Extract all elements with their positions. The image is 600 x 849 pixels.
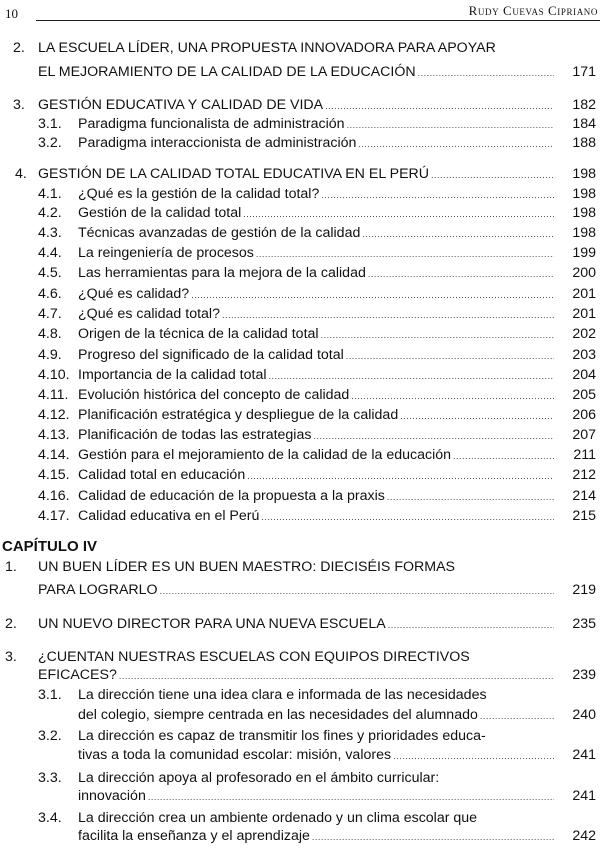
toc-page: 200	[572, 265, 596, 281]
dot-leader	[312, 827, 554, 847]
toc-entry-4-15[interactable]	[0, 465, 600, 485]
dot-leader	[358, 134, 554, 154]
dot-leader	[418, 63, 554, 83]
toc-entry-iv-3-4[interactable]	[0, 808, 600, 828]
toc-entry-iv-3[interactable]	[0, 647, 600, 667]
toc-title: Calidad de educación de la propuesta a la praxis	[78, 488, 385, 504]
toc-entry-4-16[interactable]	[0, 486, 600, 506]
toc-entry-iv-3-3[interactable]	[0, 768, 600, 788]
toc-page: 198	[572, 186, 596, 202]
running-head: Rudy Cuevas Cipriano	[468, 3, 598, 18]
dot-leader	[431, 165, 554, 185]
dot-leader	[160, 581, 554, 601]
toc-entry-4-10[interactable]	[0, 365, 600, 385]
toc-page: 214	[572, 488, 596, 504]
toc-title: Paradigma funcionalista de administración	[78, 116, 345, 132]
toc-title: LA ESCUELA LÍDER, UNA PROPUESTA INNOVADORA PARA APOYAR	[38, 40, 496, 56]
toc-title: ¿Qué es calidad?	[78, 286, 190, 302]
toc-title: Paradigma interaccionista de administración	[78, 135, 357, 151]
toc-entry-4-9[interactable]	[0, 345, 600, 365]
dot-leader	[313, 426, 554, 446]
toc-entry-2[interactable]	[0, 38, 600, 58]
dot-leader	[480, 706, 554, 726]
toc-entry-iv-1-cont[interactable]	[0, 580, 600, 600]
toc-number: 2.	[5, 616, 17, 632]
toc-entry-4-6[interactable]	[0, 284, 600, 304]
toc-title: La dirección apoya al profesorado en el ámbito curricular:	[78, 770, 440, 786]
toc-title: La dirección tiene una idea clara e informada de las necesidades	[78, 687, 487, 703]
dot-leader	[256, 244, 554, 264]
toc-entry-4-3[interactable]	[0, 223, 600, 243]
toc-entry-3-1[interactable]	[0, 114, 600, 134]
toc-entry-4-2[interactable]	[0, 203, 600, 223]
dot-leader	[325, 96, 554, 116]
toc-page: 215	[572, 508, 596, 524]
toc-entry-4-13[interactable]	[0, 425, 600, 445]
toc-number: 3.	[13, 97, 25, 113]
toc-entry-4[interactable]	[0, 164, 600, 184]
toc-number: 4.5.	[38, 265, 62, 281]
dot-leader	[247, 466, 554, 486]
dot-leader	[148, 787, 554, 807]
dot-leader	[191, 285, 554, 305]
toc-number: 4.8.	[38, 326, 62, 342]
toc-title: La dirección crea un ambiente ordenado y un clima escolar que	[78, 810, 478, 826]
toc-number: 4.3.	[38, 225, 62, 241]
toc-number: 4.2.	[38, 205, 62, 221]
toc-page: 201	[572, 306, 596, 322]
toc-page: 198	[572, 225, 596, 241]
dot-leader	[368, 264, 554, 284]
toc-number: 4.10.	[38, 367, 70, 383]
dot-leader	[321, 325, 554, 345]
dot-leader	[393, 746, 554, 766]
toc-entry-4-4[interactable]	[0, 243, 600, 263]
toc-title: Técnicas avanzadas de gestión de la calidad	[78, 225, 361, 241]
dot-leader	[269, 366, 555, 386]
toc-entry-3[interactable]	[0, 95, 600, 115]
toc-page: 207	[572, 427, 596, 443]
dot-leader	[400, 406, 554, 426]
toc-title: EFICACES?	[38, 667, 117, 683]
toc-number: 4.11.	[38, 387, 69, 403]
toc-entry-3-2[interactable]	[0, 133, 600, 153]
toc-number: 3.1.	[38, 687, 62, 703]
toc-entry-4-7[interactable]	[0, 304, 600, 324]
toc-page: 198	[572, 205, 596, 221]
toc-page: 182	[572, 97, 596, 113]
toc-entry-4-17[interactable]	[0, 506, 600, 526]
toc-title: EL MEJORAMIENTO DE LA CALIDAD DE LA EDUCACIÓN	[38, 64, 416, 80]
toc-title: Importancia de la calidad total	[78, 367, 267, 383]
dot-leader	[453, 446, 554, 466]
toc-page: 212	[572, 467, 596, 483]
toc-title: Gestión de la calidad total	[78, 205, 242, 221]
toc-page: 240	[572, 707, 596, 723]
toc-title: GESTIÓN EDUCATIVA Y CALIDAD DE VIDA	[38, 97, 324, 113]
toc-page: 201	[572, 286, 596, 302]
toc-number: 2.	[13, 40, 25, 56]
toc-title: UN BUEN LÍDER ES UN BUEN MAESTRO: DIECISÉIS FORMAS	[38, 559, 456, 575]
dot-leader	[347, 115, 554, 135]
toc-page: 242	[572, 828, 596, 844]
toc-title: Calidad educativa en el Perú	[78, 508, 260, 524]
toc-page: 198	[572, 166, 596, 182]
toc-entry-4-14[interactable]	[0, 445, 600, 465]
toc-title: Calidad total en educación	[78, 467, 246, 483]
toc-page: 241	[572, 788, 596, 804]
toc-entry-iv-3-2[interactable]	[0, 726, 600, 746]
toc-entry-iv-3-4-cont[interactable]	[0, 826, 600, 846]
toc-number: 4.4.	[38, 245, 62, 261]
toc-title: Planificación estratégica y despliegue de la calidad	[78, 407, 399, 423]
toc-title: GESTIÓN DE LA CALIDAD TOTAL EDUCATIVA EN EL PERÚ	[38, 166, 430, 182]
toc-entry-iv-3-cont[interactable]	[0, 665, 600, 685]
toc-number: 4.14.	[38, 447, 70, 463]
toc-title: La dirección es capaz de transmitir los fines y prioridades educa-	[78, 728, 486, 744]
dot-leader	[346, 346, 554, 366]
toc-entry-iv-1[interactable]	[0, 557, 600, 577]
toc-entry-4-12[interactable]	[0, 405, 600, 425]
toc-entry-4-8[interactable]	[0, 324, 600, 344]
toc-page: 203	[572, 347, 596, 363]
page-number: 10	[5, 6, 18, 21]
toc-number: 3.3.	[38, 770, 62, 786]
toc-number: 4.6.	[38, 286, 62, 302]
toc-title: Las herramientas para la mejora de la calidad	[78, 265, 366, 281]
toc-number: 4.7.	[38, 306, 62, 322]
toc-title: Progreso del significado de la calidad total	[78, 347, 344, 363]
toc-number: 3.4.	[38, 810, 62, 826]
toc-page: 241	[572, 747, 596, 763]
toc-title: innovación	[78, 788, 146, 804]
toc-title: Gestión para el mejoramiento de la calidad de la educación	[78, 447, 452, 463]
dot-leader	[321, 185, 554, 205]
dot-leader	[362, 224, 554, 244]
toc-entry-4-11[interactable]	[0, 385, 600, 405]
chapter-heading: CAPÍTULO IV	[2, 538, 98, 555]
toc-title: La reingeniería de procesos	[78, 245, 254, 261]
toc-page: 219	[572, 582, 596, 598]
toc-entry-2-cont[interactable]	[0, 62, 600, 82]
toc-page: 199	[572, 245, 596, 261]
toc-title: Origen de la técnica de la calidad total	[78, 326, 319, 342]
toc-entry-iv-3-1[interactable]	[0, 685, 600, 705]
toc-number: 3.	[5, 649, 17, 665]
dot-leader	[222, 305, 554, 325]
toc-entry-iv-3-1-cont[interactable]	[0, 705, 600, 725]
toc-page: 206	[572, 407, 596, 423]
toc-entry-iv-3-3-cont[interactable]	[0, 786, 600, 806]
toc-entry-iv-3-2-cont[interactable]	[0, 745, 600, 765]
toc-number: 4.	[15, 166, 27, 182]
dot-leader	[243, 204, 554, 224]
toc-entry-iv-2[interactable]	[0, 614, 600, 634]
toc-page: 188	[572, 135, 596, 151]
toc-number: 4.12.	[38, 407, 70, 423]
toc-title: ¿Qué es la gestión de la calidad total?	[78, 186, 320, 202]
toc-title: tivas a toda la comunidad escolar: misión, valores	[78, 747, 392, 763]
toc-title: facilita la enseñanza y el aprendizaje	[78, 828, 310, 844]
toc-number: 4.1.	[38, 186, 62, 202]
toc-page: 204	[572, 367, 596, 383]
toc-number: 4.16.	[38, 488, 70, 504]
toc-page: 205	[572, 387, 596, 403]
dot-leader	[351, 386, 554, 406]
toc-title: Planificación de todas las estrategias	[78, 427, 312, 443]
toc-entry-4-5[interactable]	[0, 263, 600, 283]
toc-title: Evolución histórica del concepto de calidad	[78, 387, 350, 403]
toc-title: ¿Qué es calidad total?	[78, 306, 220, 322]
toc-number: 4.15.	[38, 467, 70, 483]
toc-number: 3.1.	[38, 116, 62, 132]
toc-page: 235	[572, 616, 596, 632]
toc-title: ¿CUENTAN NUESTRAS ESCUELAS CON EQUIPOS DIRECTIVOS	[38, 649, 470, 665]
toc-entry-4-1[interactable]	[0, 184, 600, 204]
toc-page: 171	[572, 64, 596, 80]
toc-page: 211	[573, 447, 596, 463]
toc-number: 4.13.	[38, 427, 70, 443]
toc-page: 184	[572, 116, 596, 132]
dot-leader	[119, 666, 554, 686]
toc-number: 3.2.	[38, 728, 62, 744]
toc-number: 3.2.	[38, 135, 62, 151]
toc-page: 239	[572, 667, 596, 683]
dot-leader	[261, 507, 554, 527]
toc-title: PARA LOGRARLO	[38, 582, 158, 598]
dot-leader	[388, 615, 554, 635]
toc-page: 202	[572, 326, 596, 342]
toc-title: UN NUEVO DIRECTOR PARA UNA NUEVA ESCUELA	[38, 616, 386, 632]
toc-number: 4.9.	[38, 347, 62, 363]
toc-number: 1.	[5, 559, 17, 575]
dot-leader	[387, 487, 554, 507]
toc-number: 4.17.	[38, 508, 70, 524]
toc-title: del colegio, siempre centrada en las necesidades del alumnado	[78, 707, 478, 723]
